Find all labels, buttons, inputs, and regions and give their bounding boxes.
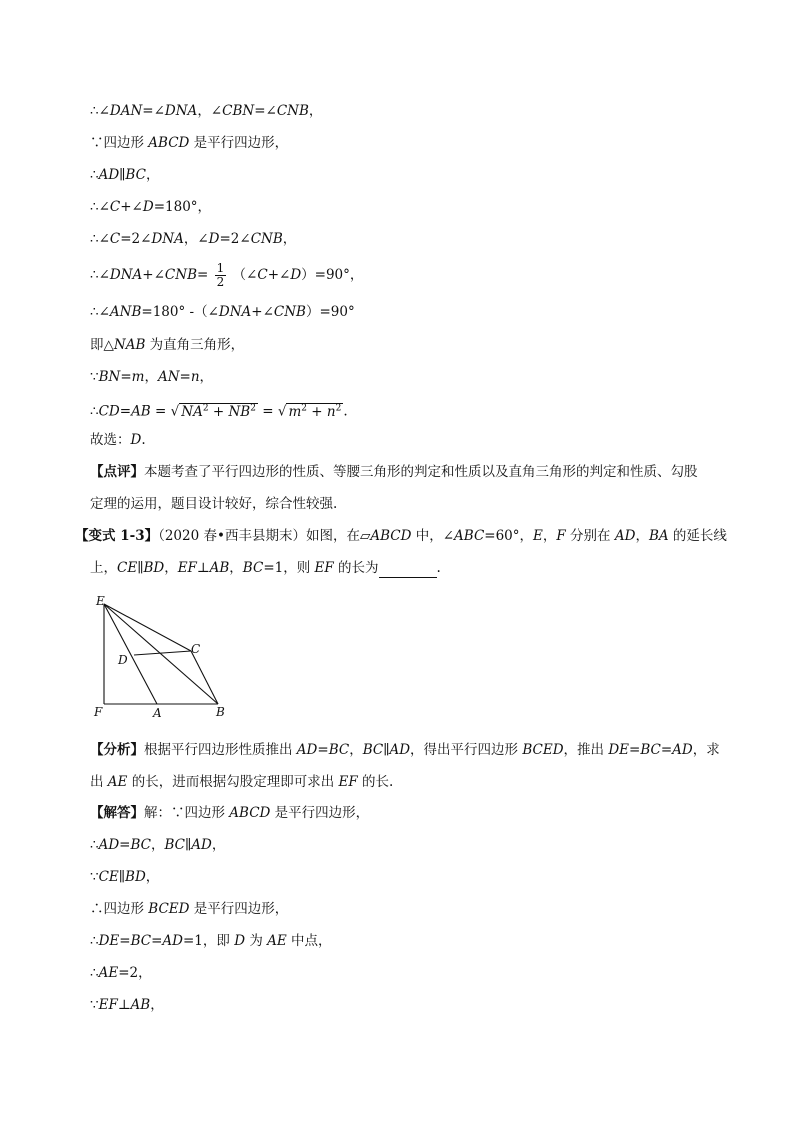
variant-tag: 【变式 1-3】	[75, 528, 159, 544]
step-line-10: ∴CD=AB = √ $NA^2 + NB^2$ = √ $m^2 + n^2$ .	[90, 398, 348, 422]
step-line-6: ∴∠DNA+∠CNB= $\frac{1}{2}$ （∠C+∠D）=90°，	[90, 261, 364, 289]
label-E: E	[96, 594, 105, 608]
analysis-line-2: 出 AE 的长，进而根据勾股定理即可求出 EF 的长.	[90, 774, 394, 790]
sqrt-expression-2: √ $m^2 + n^2$	[277, 403, 342, 420]
analysis-line-1: 【分析】根据平行四边形性质推出 AD=BC，BC∥AD，得出平行四边形 BCED，推出 DE=BC=AD，求	[90, 742, 720, 758]
label-B: B	[216, 705, 225, 719]
comment-line-1: 【点评】本题考查了平行四边形的性质、等腰三角形的判定和性质以及直角三角形的判定和性质、勾股	[90, 464, 698, 480]
solution-tag: 【解答】	[90, 805, 144, 821]
step-line-3: ∴AD∥BC，	[90, 167, 160, 183]
solution-line-6: ∴AE=2，	[90, 965, 152, 981]
label-A: A	[153, 706, 162, 720]
step-line-5: ∴∠C=2∠DNA，∠D=2∠CNB，	[90, 231, 297, 247]
solution-line-5: ∴DE=BC=AD=1，即 D 为 AE 中点，	[90, 933, 332, 949]
solution-line-3: ∵CE∥BD，	[90, 869, 160, 885]
segment-DC	[134, 651, 191, 655]
answer-line: 故选：D.	[90, 432, 146, 448]
solution-line-2: ∴AD=BC，BC∥AD，	[90, 837, 226, 853]
fraction-one-half: $\frac{1}{2}$	[216, 261, 225, 289]
step-line-1: ∴∠DAN=∠DNA，∠CBN=∠CNB，	[90, 103, 323, 119]
comment-line-2: 定理的运用，题目设计较好，综合性较强.	[90, 496, 338, 512]
segment-CB	[191, 651, 218, 704]
step-line-8: 即△NAB 为直角三角形，	[90, 337, 245, 353]
problem-line-2: 上，CE∥BD，EF⊥AB，BC=1，则 EF 的长为 .	[90, 560, 441, 576]
label-F: F	[94, 705, 103, 719]
sqrt-expression-1: √ $NA^2 + NB^2$	[170, 403, 256, 420]
analysis-tag: 【分析】	[90, 742, 144, 758]
step-line-9: ∵BN=m，AN=n，	[90, 369, 214, 385]
answer-blank	[379, 563, 437, 578]
solution-line-4: ∴四边形 BCED 是平行四边形，	[90, 901, 289, 917]
step-line-2: ∵四边形 ABCD 是平行四边形，	[90, 135, 289, 151]
step-line-7: ∴∠ANB=180° -（∠DNA+∠CNB）=90°	[90, 304, 355, 320]
label-C: C	[191, 642, 201, 656]
solution-line-7: ∵EF⊥AB，	[90, 997, 164, 1013]
solution-line-1: 【解答】解：∵四边形 ABCD 是平行四边形，	[90, 805, 370, 821]
label-D: D	[118, 653, 128, 667]
step-line-4: ∴∠C+∠D=180°，	[90, 199, 212, 215]
geometry-figure	[88, 592, 238, 722]
comment-tag: 【点评】	[90, 464, 144, 480]
problem-line-1: 【变式 1-3】（2020 春•西丰县期末）如图，在▱ABCD 中，∠ABC=60°，E，F 分别在 AD，BA 的延长线	[75, 528, 727, 544]
